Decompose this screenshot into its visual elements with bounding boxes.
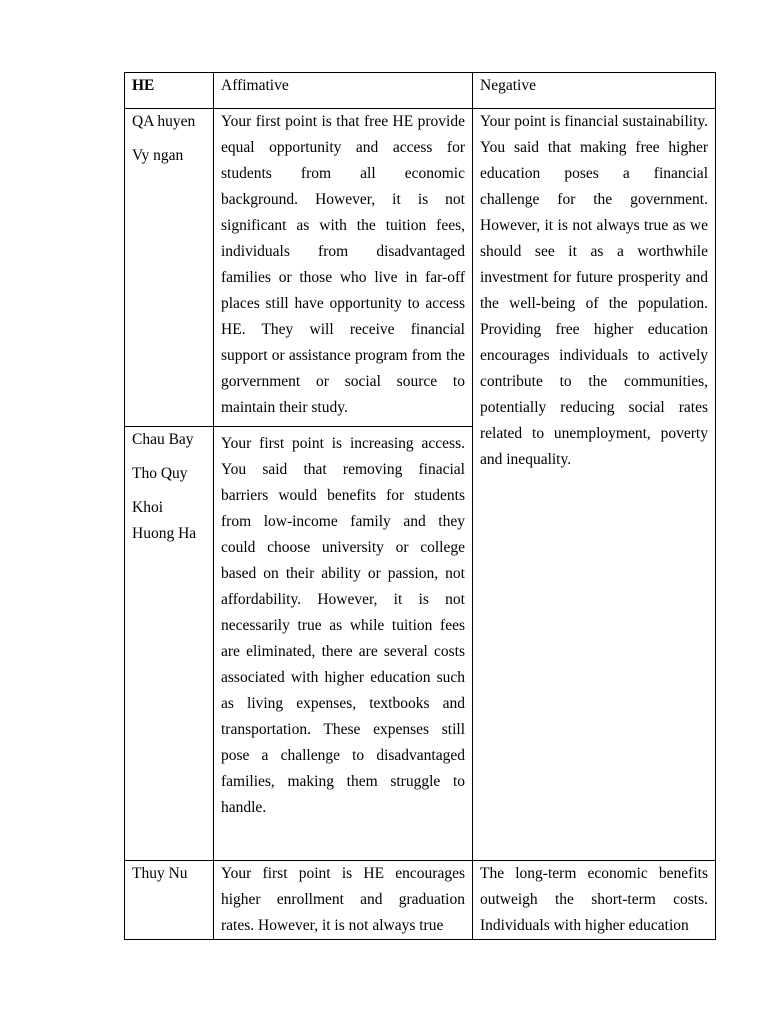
team-names-cell (125, 861, 214, 940)
team-member-name: QA huyen (132, 113, 196, 130)
team-member-name: Vy ngan (132, 147, 184, 164)
affirmative-cell: Your first point is HE encourages higher enrollment and graduation rates. However, it is not always true (214, 861, 473, 940)
header-affirmative: Affimative (214, 73, 473, 109)
header-topic: HE (125, 73, 214, 109)
negative-cell-shared: Your point is financial sustainability. You said that making free higher education poses a financial challenge for the government. However, it is not always true as we should see it as a worthwhile investment for future prosperity and the well-being of the population. Providing free higher education encourages individuals to actively contribute to the communities, potentially reducing social rates related to unemployment, poverty and inequality. (473, 109, 716, 861)
team-names-cell (125, 109, 214, 427)
affirmative-cell: Your first point is that free HE provide equal opportunity and access for students from all economic background. However, it is not significant as with the tuition fees, individuals from disadvantaged families or those who live in far-off places still have opportunity to access HE. They will receive financial support or assistance program from the gorvernment or social source to maintain their study. (214, 109, 473, 427)
debate-table (124, 72, 716, 940)
table-header-row (125, 73, 716, 109)
table-row (125, 861, 716, 940)
team-member-name: Thuy Nu (132, 865, 188, 882)
header-negative: Negative (473, 73, 716, 109)
team-names-cell (125, 427, 214, 861)
team-member-name: Huong Ha (132, 525, 197, 542)
affirmative-cell: Your first point is increasing access. You said that removing finacial barriers would benefits for students from low-income family and they could choose university or college based on their ability or passion, not affordability. However, it is not necessarily true as while tuition fees are eliminated, there are several costs associated with higher education such as living expenses, textbooks and transportation. These expenses still pose a challenge to disadvantaged families, making them struggle to handle. (214, 427, 473, 861)
table-row (125, 109, 716, 427)
team-member-name: Tho Quy (132, 465, 188, 482)
team-member-name: Khoi (132, 499, 163, 516)
negative-cell: The long-term economic benefits outweigh the short-term costs. Individuals with higher education (473, 861, 716, 940)
team-member-name: Chau Bay (132, 431, 194, 448)
